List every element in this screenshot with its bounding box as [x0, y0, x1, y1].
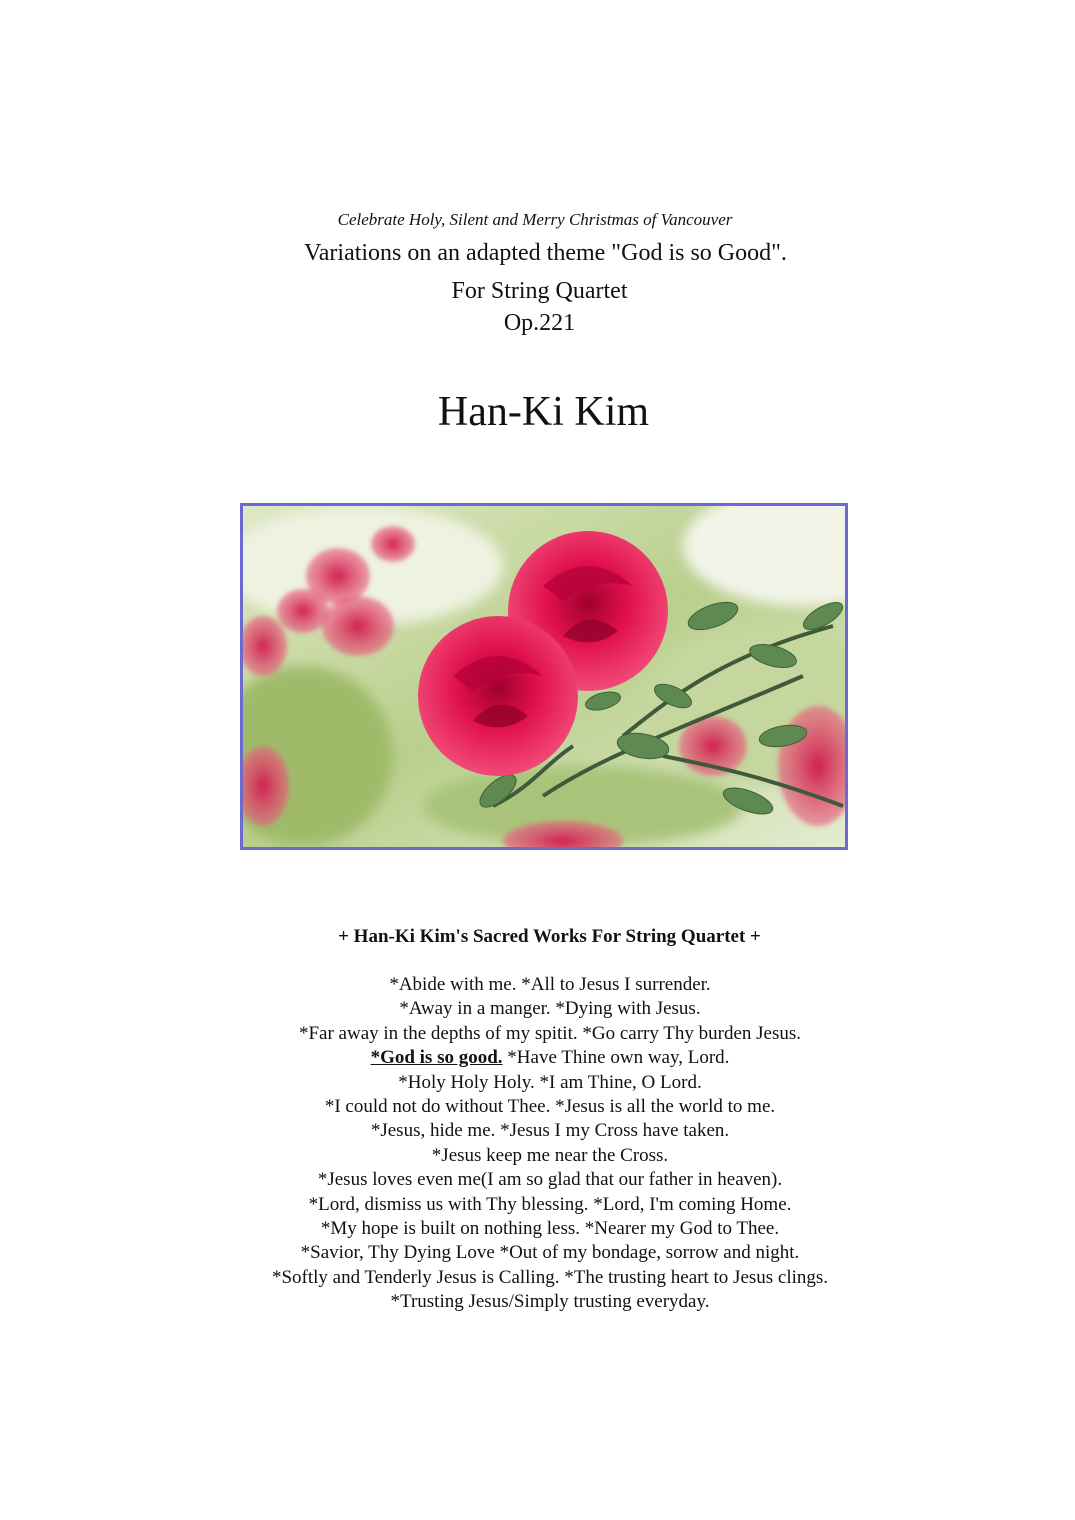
works-heading: + Han-Ki Kim's Sacred Works For String Quartet +: [338, 926, 761, 947]
works-list: [0, 973, 1075, 1315]
list-item: *Lord, dismiss us with Thy blessing. *Lord, I'm coming Home.: [308, 1193, 792, 1215]
list-item: *I could not do without Thee. *Jesus is all the world to me.: [324, 1096, 776, 1118]
highlighted-work: *God is so good.: [370, 1047, 503, 1069]
roses-photo: [240, 503, 848, 850]
list-item: *Abide with me. *All to Jesus I surrender.: [389, 974, 711, 995]
piece-title: Variations on an adapted theme "God is so Good".: [304, 240, 787, 266]
list-item: *Jesus loves even me(I am so glad that our father in heaven).: [317, 1169, 783, 1191]
opus-number: Op.221: [503, 310, 576, 336]
list-item: *Jesus, hide me. *Jesus I my Cross have taken.: [370, 1120, 730, 1142]
list-item: *Softly and Tenderly Jesus is Calling. *The trusting heart to Jesus clings.: [271, 1266, 829, 1288]
subtitle: Celebrate Holy, Silent and Merry Christmas of Vancouver: [337, 210, 733, 229]
roses-illustration: [243, 506, 845, 847]
list-item-highlighted: [0, 1046, 1075, 1070]
list-item: *Savior, Thy Dying Love *Out of my bondage, sorrow and night.: [300, 1242, 800, 1264]
list-item: *My hope is built on nothing less. *Nearer my God to Thee.: [320, 1218, 780, 1240]
list-item: *Holy Holy Holy. *I am Thine, O Lord.: [398, 1071, 702, 1093]
list-item: *Far away in the depths of my spitit. *Go carry Thy burden Jesus.: [298, 1022, 801, 1044]
composer-name: Han-Ki Kim: [437, 389, 650, 435]
list-item: *Trusting Jesus/Simply trusting everyday.: [390, 1291, 710, 1313]
list-item: *Away in a manger. *Dying with Jesus.: [399, 998, 701, 1020]
instrumentation: For String Quartet: [451, 278, 628, 304]
list-item-rest: *Have Thine own way, Lord.: [502, 1047, 730, 1069]
list-item: *Jesus keep me near the Cross.: [431, 1144, 669, 1166]
